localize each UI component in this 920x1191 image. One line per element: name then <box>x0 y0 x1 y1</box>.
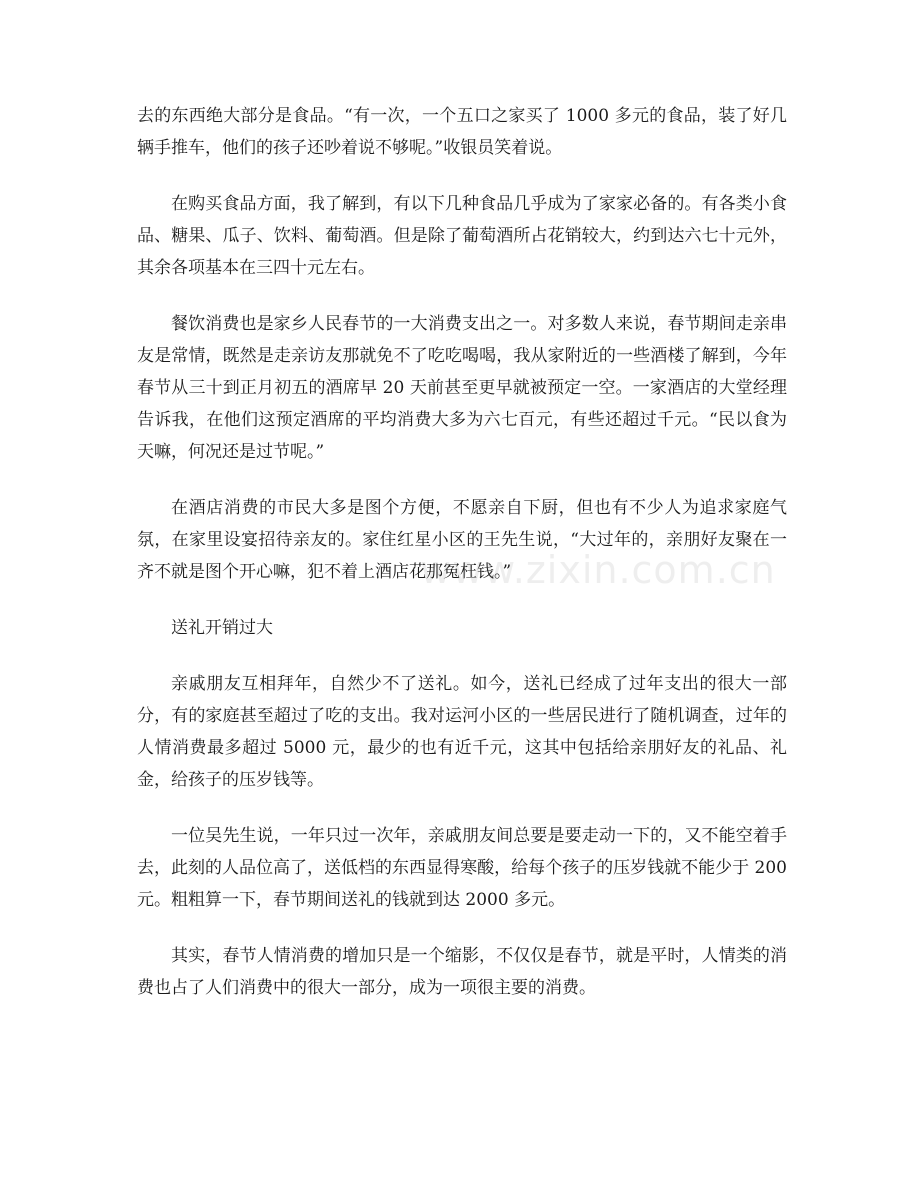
section-heading-gift-expenses: 送礼开销过大 <box>171 618 273 638</box>
paragraph-dining-consumption: 餐饮消费也是家乡人民春节的一大消费支出之一。对多数人来说，春节期间走亲串友是常情，既然是走亲访友那就免不了吃吃喝喝，我从家附近的一些酒楼了解到，今年春节从三十到正月初五的酒席早 20 天前甚至更早就被预定一空。一家酒店的大堂经理告诉我，在他们这预定酒席的平均消费大多为六七百元，有些还超过千元。“民以食为天嘛，何况还是过节呢。” <box>137 314 787 462</box>
watermark: www.zixin.com.cn <box>420 548 776 592</box>
paragraph-restaurant-citizens: 在酒店消费的市民大多是图个方便，不愿亲自下厨，但也有不少人为追求家庭气氛，在家里设宴招待亲友的。家住红星小区的王先生说，“大过年的，亲朋好友聚在一齐不就是图个开心嘛，犯不着上酒店花那冤枉钱。” <box>137 498 787 582</box>
paragraph-mr-wu: 一位吴先生说，一年只过一次年，亲戚朋友间总要是要走动一下的，又不能空着手去，此刻的人品位高了，送低档的东西显得寒酸，给每个孩子的压岁钱就不能少于 200 元。粗粗算一下，春节期间送礼的钱就到达 2000 多元。 <box>137 826 787 910</box>
paragraph-conclusion: 其实，春节人情消费的增加只是一个缩影，不仅仅是春节，就是平时，人情类的消费也占了人们消费中的很大一部分，成为一项很主要的消费。 <box>137 946 787 998</box>
document-body <box>137 100 787 1028</box>
paragraph-continuation: 去的东西绝大部分是食品。“有一次，一个五口之家买了 1000 多元的食品，装了好几辆手推车，他们的孩子还吵着说不够呢。”收银员笑着说。 <box>137 106 787 158</box>
paragraph-gift-giving: 亲戚朋友互相拜年，自然少不了送礼。如今，送礼已经成了过年支出的很大一部分，有的家庭甚至超过了吃的支出。我对运河小区的一些居民进行了随机调查，过年的人情消费最多超过 5000 元，最少的也有近千元，这其中包括给亲朋好友的礼品、礼金，给孩子的压岁钱等。 <box>137 674 787 790</box>
paragraph-food-purchases: 在购买食品方面，我了解到，有以下几种食品几乎成为了家家必备的。有各类小食品、糖果、瓜子、饮料、葡萄酒。但是除了葡萄酒所占花销较大，约到达六七十元外，其余各项基本在三四十元左右。 <box>137 194 787 278</box>
